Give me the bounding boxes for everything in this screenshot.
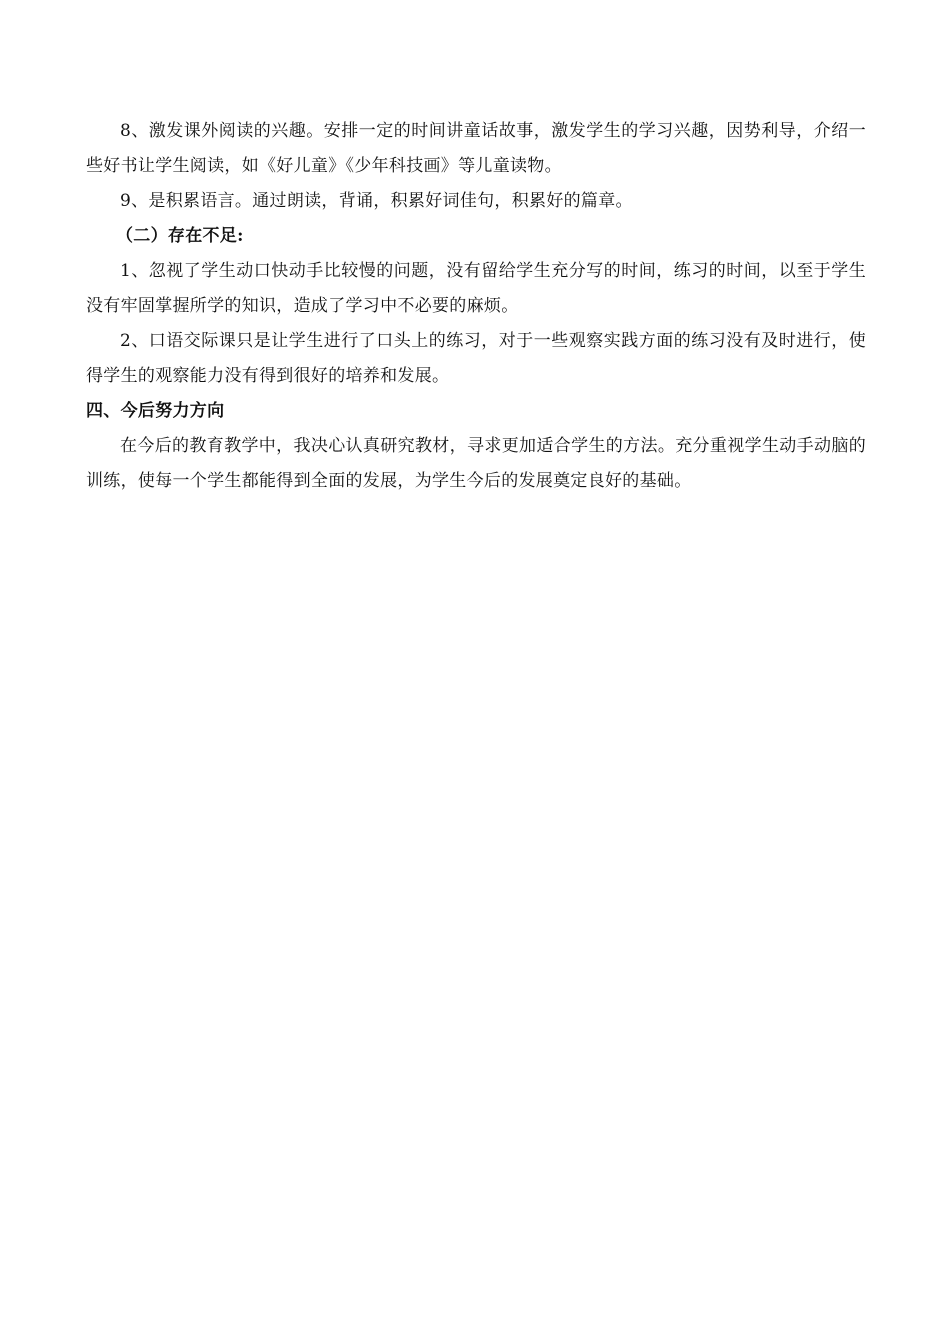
paragraph-item-9: 9、是积累语言。通过朗读，背诵，积累好词佳句，积累好的篇章。 [120, 191, 633, 211]
paragraph-future-direction: 在今后的教育教学中，我决心认真研究教材，寻求更加适合学生的方法。充分重视学生动手动脑的训练，使每一个学生都能得到全面的发展，为学生今后的发展奠定良好的基础。 [86, 436, 866, 491]
paragraph-item-8: 8、激发课外阅读的兴趣。安排一定的时间讲童话故事，激发学生的学习兴趣，因势利导，介绍一些好书让学生阅读，如《好儿童》《少年科技画》等儿童读物。 [86, 121, 866, 176]
section-heading-future: 四、今后努力方向 [86, 401, 225, 421]
section-heading-shortcomings: （二）存在不足: [116, 226, 244, 246]
paragraph-shortcoming-1: 1、忽视了学生动口快动手比较慢的问题，没有留给学生充分写的时间，练习的时间，以至于学生没有牢固掌握所学的知识，造成了学习中不必要的麻烦。 [86, 261, 866, 316]
document-body [86, 114, 866, 499]
paragraph-shortcoming-2: 2、口语交际课只是让学生进行了口头上的练习，对于一些观察实践方面的练习没有及时进行，使得学生的观察能力没有得到很好的培养和发展。 [86, 331, 866, 386]
